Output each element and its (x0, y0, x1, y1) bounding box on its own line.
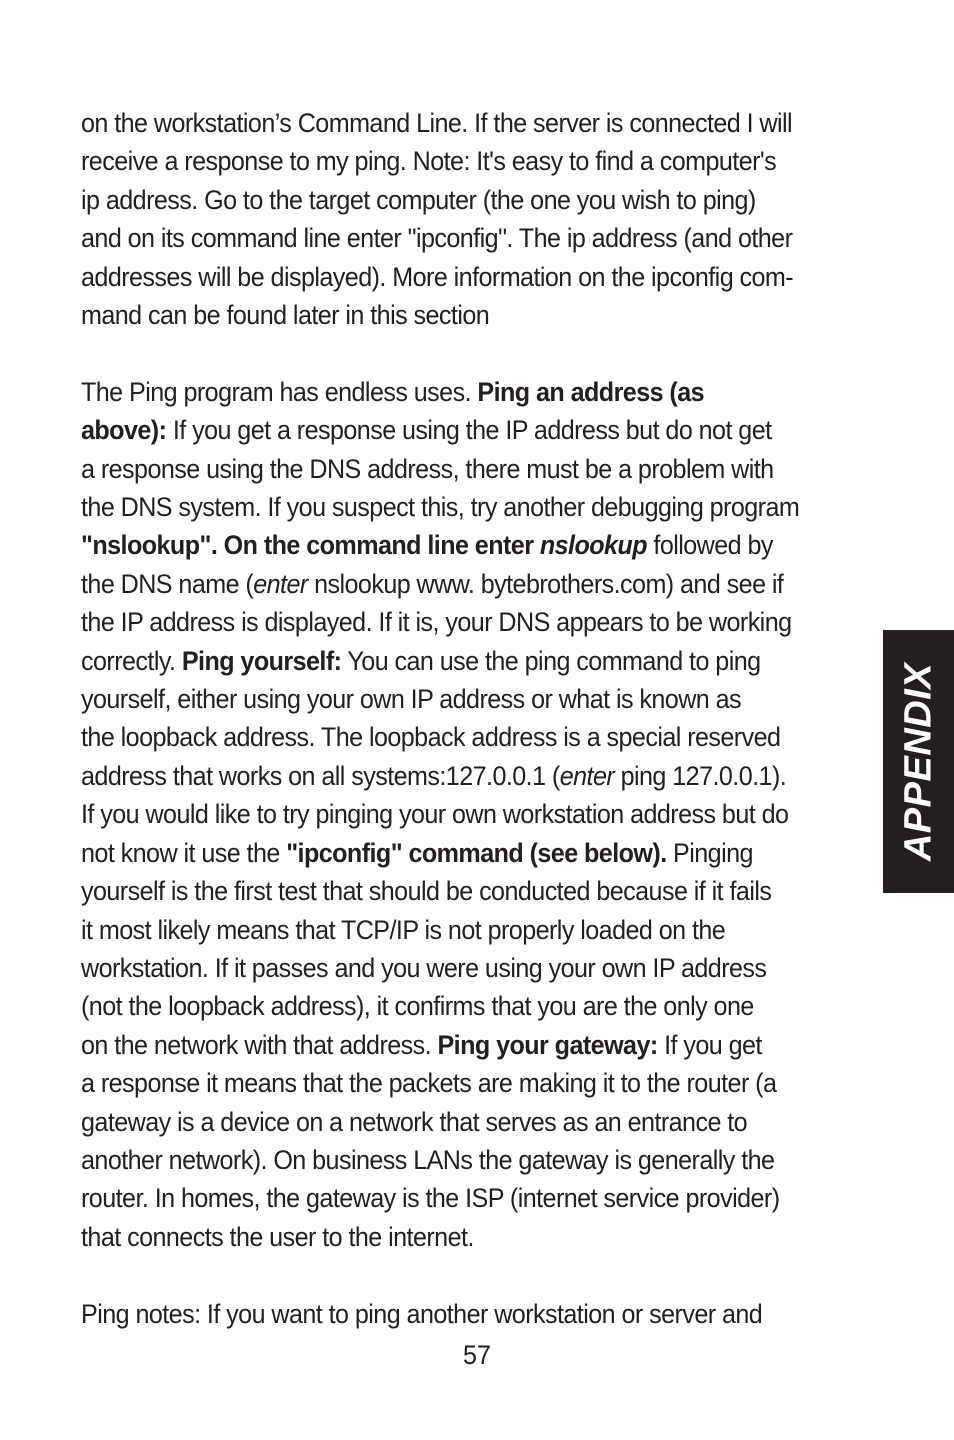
text-run: If you get a response using the IP address but do not get (166, 415, 772, 446)
bold-heading-ping-address: Ping an address (as (477, 376, 705, 407)
text-line: (not the loopback address), it confirms that you are the only one (81, 991, 754, 1022)
bold-heading-ping-gateway: Ping your gateway: (437, 1029, 658, 1060)
text-run: not know it use the (81, 837, 287, 868)
text-line (81, 565, 825, 603)
text-run: If you get (657, 1029, 762, 1060)
text-line (81, 757, 825, 795)
bold-heading-ping-address-cont: above): (81, 415, 167, 446)
text-run: address that works on all systems:127.0.0.1 ( (81, 760, 560, 791)
text-line: workstation. If it passes and you were using your own IP address (81, 952, 767, 983)
text-line: that connects the user to the internet. (81, 1221, 474, 1252)
bold-nslookup-instruction: "nslookup". On the command line enter (81, 530, 540, 561)
text-line (81, 411, 825, 449)
bold-italic-nslookup (540, 530, 647, 560)
text-run: nslookup www. bytebrothers.com) and see if (307, 568, 784, 599)
page-body (81, 104, 825, 1333)
text-line: addresses will be displayed). More information on the ipconfig com- (81, 261, 794, 292)
text-line: the loopback address. The loopback address is a special reserved (81, 722, 781, 753)
text-line (81, 1026, 825, 1064)
italic-run: nslookup (539, 530, 647, 561)
bold-heading-ping-yourself: Ping yourself: (181, 645, 342, 676)
text-line (81, 373, 825, 411)
paragraph-gap (81, 334, 825, 372)
italic-enter: enter (253, 568, 308, 599)
text-line: a response using the DNS address, there must be a problem with (81, 453, 774, 484)
text-line: If you would like to try pinging your own workstation address but do (81, 799, 789, 830)
text-run: followed by (646, 530, 773, 561)
text-line: and on its command line enter "ipconfig". The ip address (and other (81, 223, 793, 254)
text-run: ping 127.0.0.1). (614, 760, 787, 791)
text-run: The Ping program has endless uses. (81, 376, 478, 407)
text-line: another network). On business LANs the gateway is generally the (81, 1144, 775, 1175)
appendix-side-tab (883, 630, 954, 893)
text-line: router. In homes, the gateway is the ISP (internet service provider) (81, 1183, 780, 1214)
bold-ipconfig-reference: "ipconfig" command (see below). (286, 837, 667, 868)
text-run: on the network with that address. (81, 1029, 438, 1060)
text-line: a response it means that the packets are making it to the router (a (81, 1068, 777, 1099)
text-run: Pinging (666, 837, 753, 868)
text-line: on the workstation’s Command Line. If the server is connected I will (81, 108, 793, 138)
text-line: receive a response to my ping. Note: It's easy to find a computer's (81, 146, 777, 177)
text-line: gateway is a device on a network that serves as an entrance to (81, 1106, 748, 1137)
text-line: ip address. Go to the target computer (the one you wish to ping) (81, 184, 756, 215)
page-number: 57 (463, 1340, 491, 1370)
text-line (81, 526, 825, 564)
text-run: You can use the ping command to ping (341, 645, 761, 676)
text-line: it most likely means that TCP/IP is not properly loaded on the (81, 914, 726, 945)
text-line: the IP address is displayed. If it is, your DNS appears to be working (81, 607, 792, 638)
text-line: yourself is the first test that should be conducted because if it fails (81, 876, 772, 907)
text-run: the DNS name ( (81, 568, 254, 599)
text-line (81, 642, 825, 680)
text-line: Ping notes: If you want to ping another workstation or server and (81, 1298, 763, 1329)
text-line: the DNS system. If you suspect this, try another debugging program (81, 492, 800, 523)
text-line (81, 834, 825, 872)
text-run: correctly. (81, 645, 182, 676)
appendix-tab-label: APPENDIX (897, 662, 939, 861)
italic-enter: enter (559, 760, 615, 791)
text-line: mand can be found later in this section (81, 300, 490, 331)
paragraph-gap (81, 1256, 825, 1294)
text-line: yourself, either using your own IP address or what is known as (81, 684, 742, 715)
